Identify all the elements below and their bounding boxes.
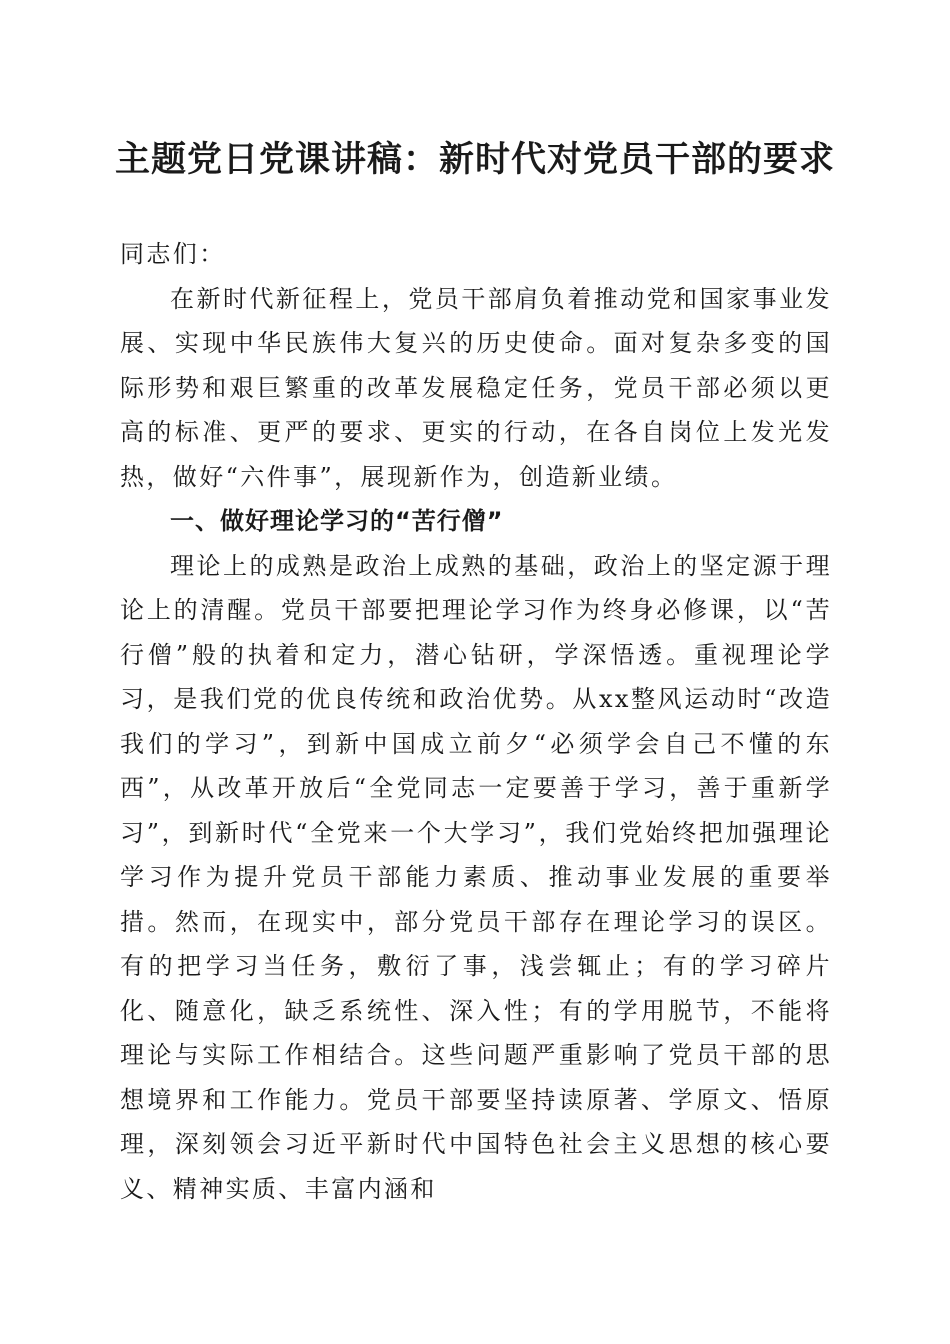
section-heading: 一、做好理论学习的“苦行僧” xyxy=(170,507,504,535)
section-paragraph: 理论上的成熟是政治上成熟的基础，政治上的坚定源于理论上的清醒。党员干部要把理论学习作为终身必修课，以“苦行僧”般的执着和定力，潜心钻研，学深悟透。重视理论学习，是我们党的优良传统和政治优势。从xx整风运动时“改造我们的学习”，到新中国成立前夕“必须学会自己不懂的东西”，从改革开放后“全党同志一定要善于学习，善于重新学习”，到新时代“全党来一个大学习”，我们党始终把加强理论学习作为提升党员干部能力素质、推动事业发展的重要举措。然而，在现实中，部分党员干部存在理论学习的误区。有的把学习当任务，敷衍了事，浅尝辄止；有的学习碎片化、随意化，缺乏系统性、深入性；有的学用脱节，不能将理论与实际工作相结合。这些问题严重影响了党员干部的思想境界和工作能力。党员干部要坚持读原著、学原文、悟原理，深刻领会习近平新时代中国特色社会主义思想的核心要义、精神实质、丰富内涵和 xyxy=(120,551,832,1203)
intro-paragraph: 在新时代新征程上，党员干部肩负着推动党和国家事业发展、实现中华民族伟大复兴的历史使命。面对复杂多变的国际形势和艰巨繁重的改革发展稳定任务，党员干部必须以更高的标准、更严的要求、更实的行动，在各自岗位上发光发热，做好“六件事”，展现新作为，创造新业绩。 xyxy=(120,284,832,491)
document-body xyxy=(120,232,832,1211)
document-title: 主题党日党课讲稿：新时代对党员干部的要求 xyxy=(114,139,835,180)
greeting: 同志们： xyxy=(120,240,226,268)
